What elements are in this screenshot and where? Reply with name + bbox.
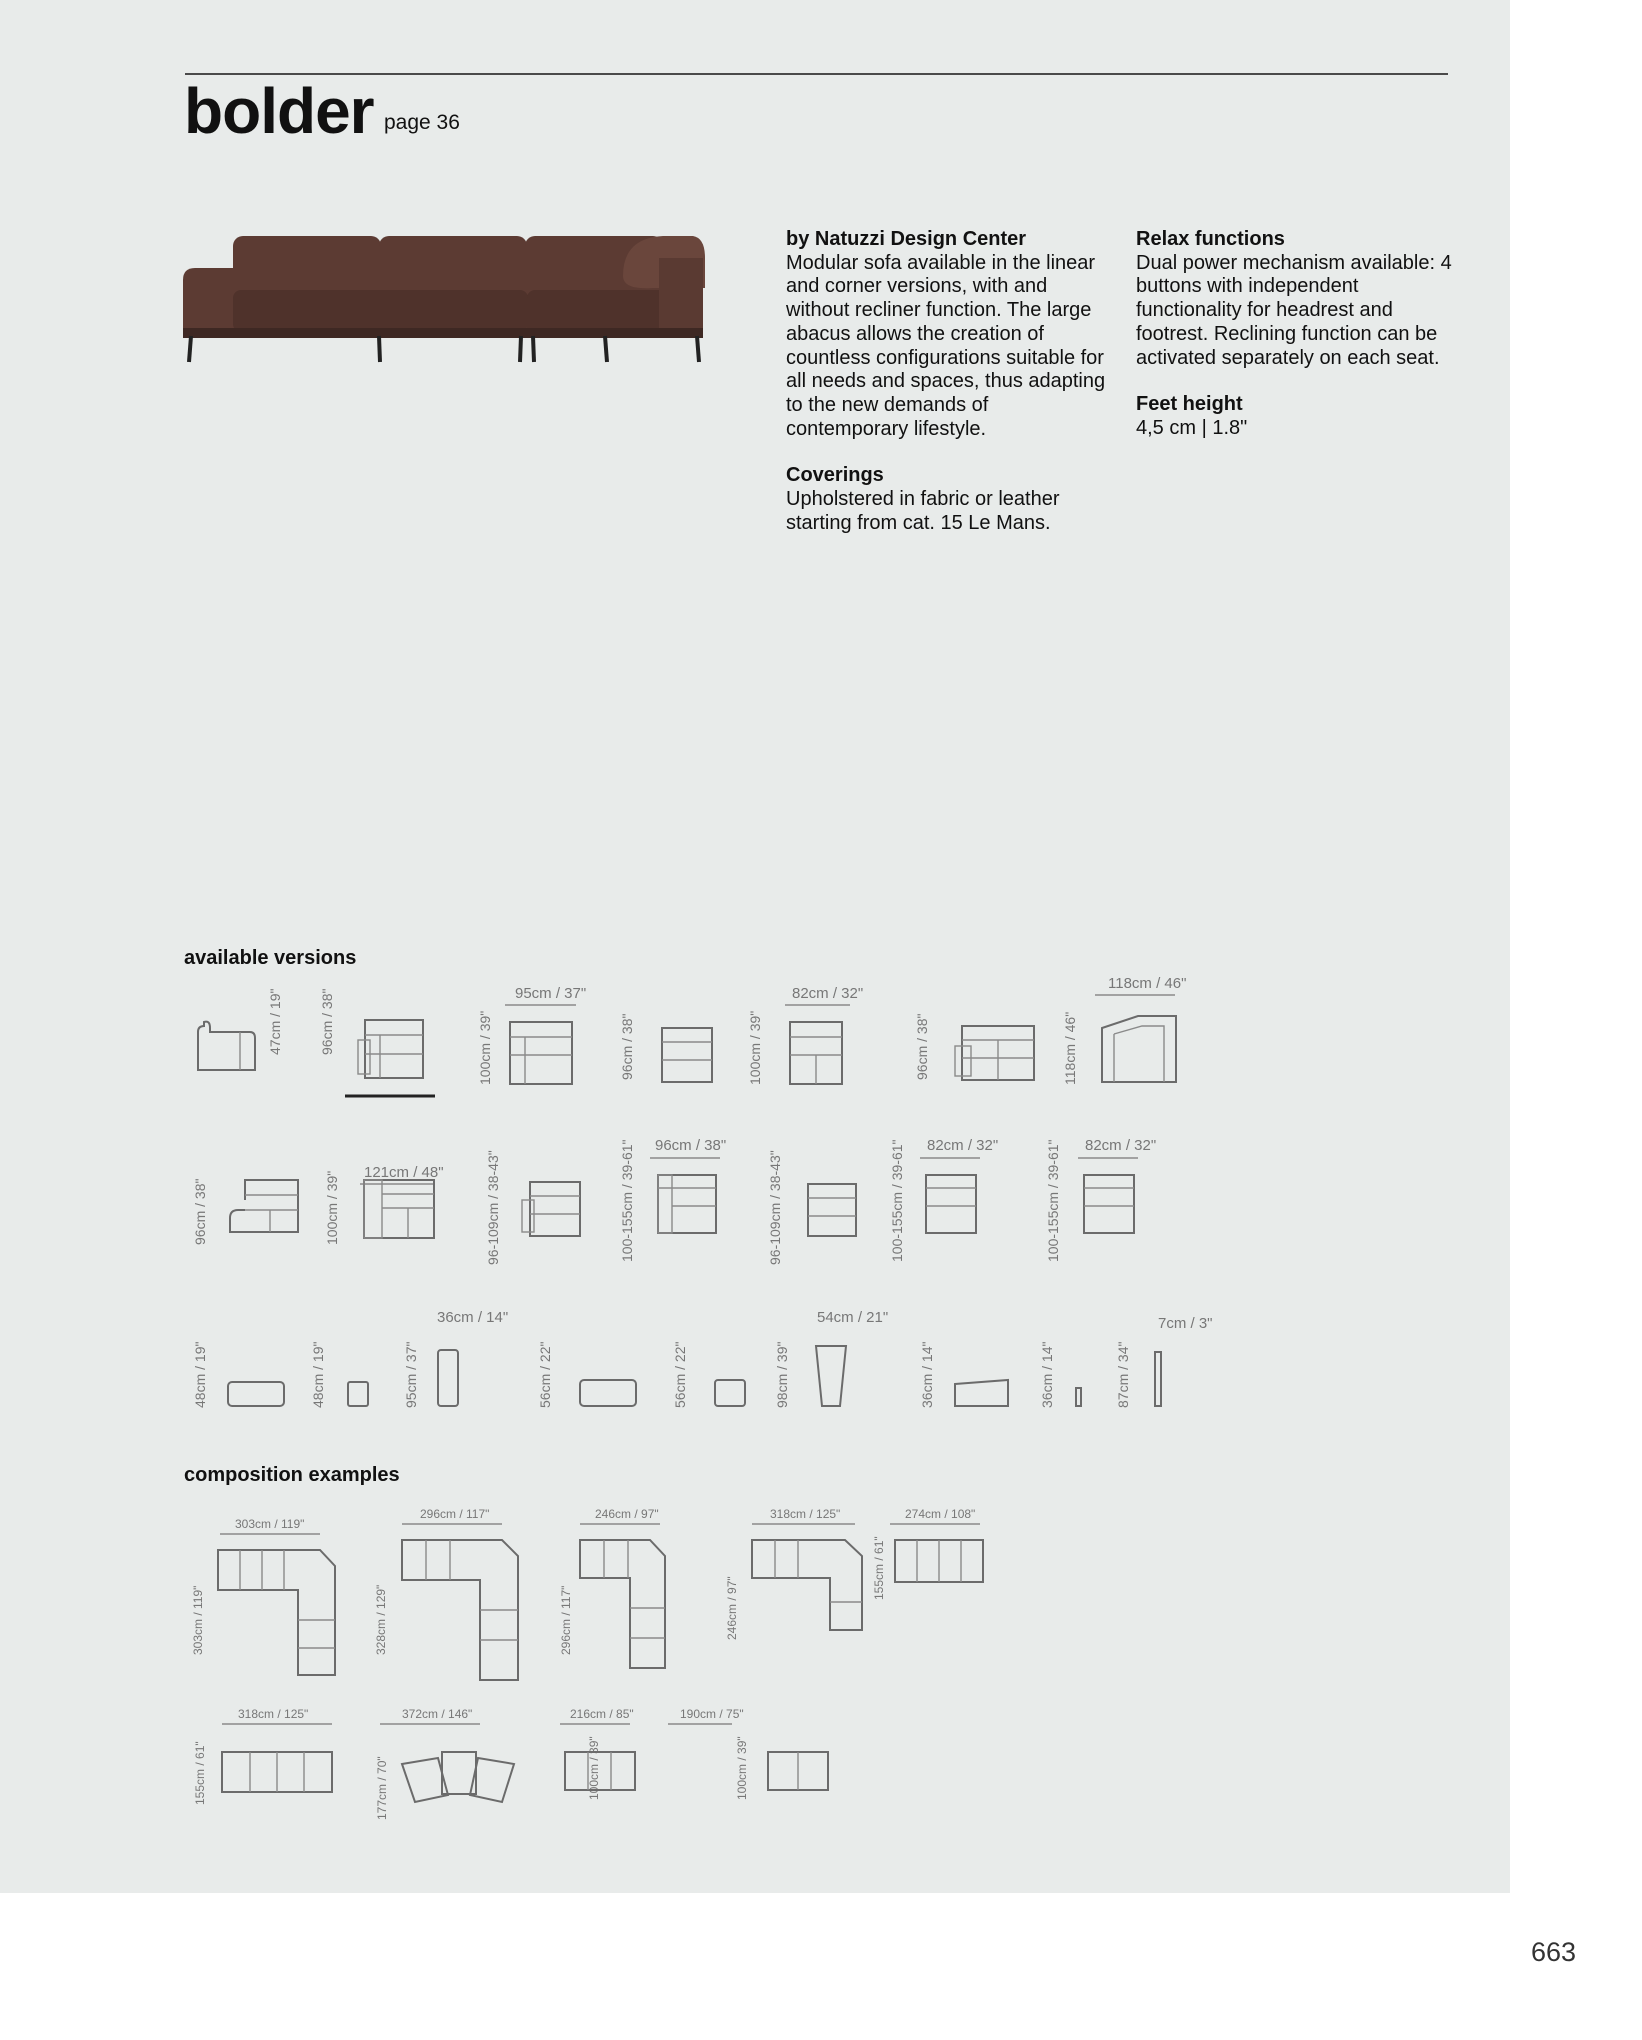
dim-label: 303cm / 119" bbox=[235, 1517, 305, 1531]
dim-label: 82cm / 32" bbox=[1085, 1137, 1157, 1154]
dim-label: 100cm / 39" bbox=[587, 1736, 601, 1800]
features-column bbox=[1136, 228, 1456, 464]
coverings-heading: Coverings bbox=[786, 464, 884, 487]
composition-drawing bbox=[218, 1550, 335, 1675]
module-drawing bbox=[364, 1180, 434, 1238]
sofa-image bbox=[183, 228, 713, 368]
dim-label: 100cm / 39" bbox=[477, 1010, 493, 1085]
dim-label: 96cm / 38" bbox=[319, 988, 335, 1055]
module-drawing bbox=[365, 1020, 423, 1078]
module-drawing bbox=[228, 1382, 284, 1406]
dim-label: 48cm / 19" bbox=[310, 1341, 326, 1408]
dim-label: 216cm / 85" bbox=[570, 1707, 634, 1721]
dim-label: 274cm / 108" bbox=[905, 1507, 976, 1521]
dim-label: 118cm / 46" bbox=[1062, 1011, 1078, 1085]
module-drawing bbox=[348, 1382, 368, 1406]
composition-drawing bbox=[752, 1540, 862, 1630]
dim-label: 100-155cm / 39-61" bbox=[619, 1139, 635, 1262]
dim-label: 36cm / 14" bbox=[1039, 1341, 1055, 1408]
dim-label: 96cm / 38" bbox=[192, 1178, 208, 1245]
module-drawing bbox=[1102, 1016, 1176, 1082]
dim-label: 318cm / 125" bbox=[238, 1707, 309, 1721]
dim-label: 118cm / 46" bbox=[1108, 975, 1187, 992]
dim-label: 246cm / 97" bbox=[595, 1507, 659, 1521]
module-drawing bbox=[816, 1346, 846, 1406]
product-title: bolder bbox=[184, 75, 374, 147]
dim-label: 190cm / 75" bbox=[680, 1707, 744, 1721]
module-drawing bbox=[926, 1175, 976, 1233]
dim-label: 48cm / 19" bbox=[192, 1341, 208, 1408]
dim-label: 328cm / 129" bbox=[374, 1584, 388, 1655]
dim-label: 54cm / 21" bbox=[817, 1309, 889, 1326]
composition-drawing bbox=[580, 1540, 665, 1668]
feet-heading: Feet height bbox=[1136, 393, 1243, 416]
dim-label: 246cm / 97" bbox=[725, 1576, 739, 1640]
module-drawing bbox=[198, 1022, 255, 1070]
coverings-text: Upholstered in fabric or leather starting from cat. 15 Le Mans. bbox=[786, 488, 1060, 534]
header-rule bbox=[185, 73, 1448, 75]
module-drawing bbox=[808, 1184, 856, 1236]
dim-label: 100cm / 39" bbox=[747, 1010, 763, 1085]
dim-label: 56cm / 22" bbox=[537, 1341, 553, 1408]
dim-label: 56cm / 22" bbox=[672, 1341, 688, 1408]
dim-label: 296cm / 117" bbox=[559, 1585, 573, 1655]
module-drawing bbox=[510, 1022, 572, 1084]
designer-text: Modular sofa available in the linear and corner versions, with and without recliner function. The large abacus allows the creation of countless configurations suitable for all needs and spaces, thus adapting to the new demands of contemporary lifestyle. bbox=[786, 251, 1106, 440]
module-drawing bbox=[1155, 1352, 1161, 1406]
dim-label: 303cm / 119" bbox=[191, 1585, 205, 1655]
designer-heading: by Natuzzi Design Center bbox=[786, 228, 1027, 250]
dim-label: 100cm / 39" bbox=[735, 1736, 749, 1800]
dim-label: 87cm / 34" bbox=[1115, 1341, 1131, 1408]
module-drawing bbox=[662, 1028, 712, 1082]
dim-label: 100cm / 39" bbox=[324, 1170, 340, 1245]
composition-drawings bbox=[180, 1490, 1080, 1840]
dim-label: 95cm / 37" bbox=[515, 985, 587, 1002]
dim-label: 96-109cm / 38-43" bbox=[767, 1150, 783, 1265]
dim-label: 82cm / 32" bbox=[927, 1137, 999, 1154]
relax-heading: Relax functions bbox=[1136, 228, 1285, 250]
module-drawing bbox=[715, 1380, 745, 1406]
dim-label: 7cm / 3" bbox=[1158, 1315, 1213, 1332]
module-drawing bbox=[658, 1175, 716, 1233]
module-drawing bbox=[580, 1380, 636, 1406]
description-column bbox=[786, 228, 1106, 558]
page-reference: page 36 bbox=[384, 111, 460, 134]
dim-label: 318cm / 125" bbox=[770, 1507, 841, 1521]
dim-label: 96cm / 38" bbox=[914, 1013, 930, 1080]
dim-label: 100-155cm / 39-61" bbox=[1045, 1139, 1061, 1262]
module-drawing bbox=[1084, 1175, 1134, 1233]
dim-label: 155cm / 61" bbox=[872, 1536, 886, 1600]
dim-label: 36cm / 14" bbox=[919, 1341, 935, 1408]
dim-label: 98cm / 39" bbox=[774, 1341, 790, 1408]
dim-label: 95cm / 37" bbox=[403, 1341, 419, 1408]
dim-label: 121cm / 48" bbox=[364, 1164, 444, 1181]
compositions-heading: composition examples bbox=[184, 1464, 400, 1486]
dim-label: 177cm / 70" bbox=[375, 1756, 389, 1820]
dim-label: 96-109cm / 38-43" bbox=[485, 1150, 501, 1265]
feet-text: 4,5 cm | 1.8" bbox=[1136, 416, 1248, 439]
dim-label: 100-155cm / 39-61" bbox=[889, 1139, 905, 1262]
dim-label: 82cm / 32" bbox=[792, 985, 864, 1002]
module-drawing bbox=[230, 1180, 298, 1232]
dim-label: 36cm / 14" bbox=[437, 1309, 509, 1326]
module-drawing bbox=[955, 1380, 1008, 1406]
dim-label: 96cm / 38" bbox=[655, 1137, 727, 1154]
versions-drawings bbox=[180, 970, 1260, 1440]
page-number: 663 bbox=[1531, 1937, 1577, 1967]
dim-label: 96cm / 38" bbox=[619, 1013, 635, 1080]
module-drawing bbox=[1076, 1388, 1081, 1406]
dim-label: 155cm / 61" bbox=[193, 1741, 207, 1805]
module-drawing bbox=[438, 1350, 458, 1406]
dim-label: 47cm / 19" bbox=[267, 988, 283, 1055]
versions-heading: available versions bbox=[184, 947, 357, 969]
module-drawing bbox=[530, 1182, 580, 1236]
relax-text: Dual power mechanism available: 4 buttons with independent functionality for headrest and footrest. Reclining function can be activated separately on each seat. bbox=[1136, 251, 1452, 369]
dim-label: 296cm / 117" bbox=[420, 1507, 490, 1521]
dim-label: 372cm / 146" bbox=[402, 1707, 473, 1721]
